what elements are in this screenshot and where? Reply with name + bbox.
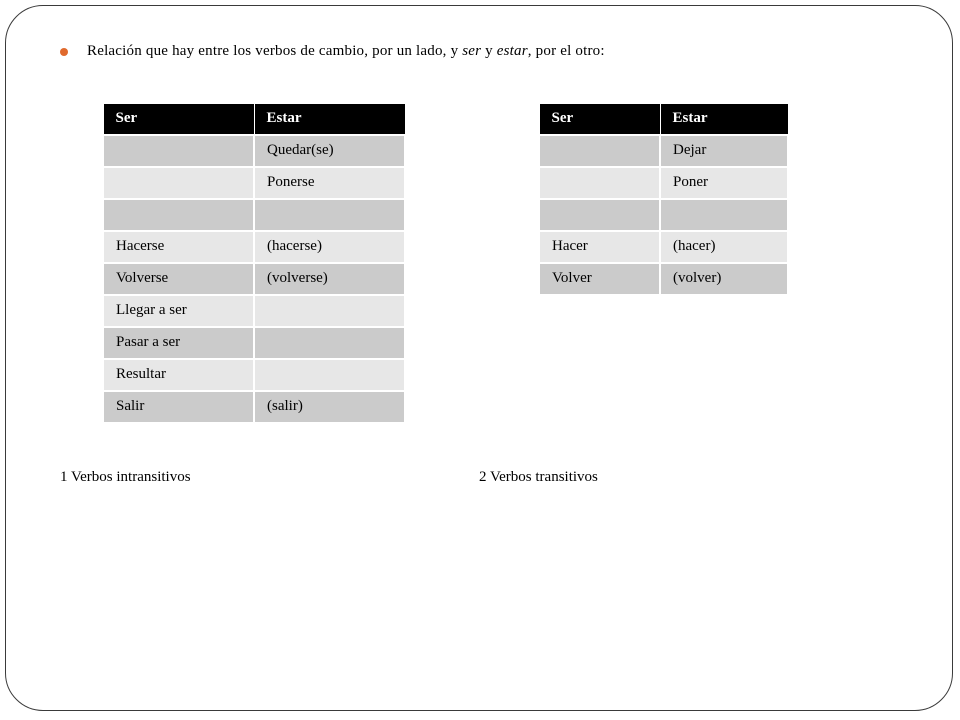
table-intransitive-verbs xyxy=(102,103,406,424)
bullet-emphasis-ser: ser xyxy=(462,43,482,59)
table-row xyxy=(539,167,788,199)
cell-ser: Volverse xyxy=(103,263,254,295)
table-row xyxy=(103,231,405,263)
table-row xyxy=(539,263,788,295)
bullet-point xyxy=(60,43,605,60)
cell-ser: Hacer xyxy=(539,231,660,263)
cell-ser xyxy=(103,199,254,231)
cell-estar xyxy=(254,295,405,327)
header-estar: Estar xyxy=(254,104,405,135)
table-transitive-verbs xyxy=(538,103,789,296)
table-row xyxy=(103,199,405,231)
cell-estar: (volverse) xyxy=(254,263,405,295)
cell-ser: Resultar xyxy=(103,359,254,391)
header-ser: Ser xyxy=(103,104,254,135)
table-row xyxy=(103,167,405,199)
cell-estar xyxy=(254,327,405,359)
cell-estar: Ponerse xyxy=(254,167,405,199)
bullet-text xyxy=(87,43,605,60)
cell-ser: Hacerse xyxy=(103,231,254,263)
cell-ser xyxy=(103,135,254,167)
cell-estar: (hacer) xyxy=(660,231,788,263)
bullet-dot-icon xyxy=(60,48,68,56)
cell-estar xyxy=(254,359,405,391)
bullet-text-part: Relación que hay entre los verbos de cambio, por un lado, y xyxy=(87,43,463,59)
header-ser: Ser xyxy=(539,104,660,135)
cell-ser xyxy=(103,167,254,199)
cell-ser: Llegar a ser xyxy=(103,295,254,327)
table-row xyxy=(103,295,405,327)
cell-ser xyxy=(539,199,660,231)
table-row xyxy=(103,359,405,391)
caption-intransitive: 1 Verbos intransitivos xyxy=(60,469,191,485)
table-row xyxy=(103,263,405,295)
bullet-emphasis-estar: estar xyxy=(496,43,528,59)
cell-ser: Salir xyxy=(103,391,254,423)
cell-ser xyxy=(539,135,660,167)
cell-estar: Quedar(se) xyxy=(254,135,405,167)
cell-estar: Dejar xyxy=(660,135,788,167)
table-header-row xyxy=(539,104,788,135)
bullet-text-part: , por el otro: xyxy=(527,43,605,59)
cell-estar: (salir) xyxy=(254,391,405,423)
table-header-row xyxy=(103,104,405,135)
table-row xyxy=(103,327,405,359)
cell-estar xyxy=(254,199,405,231)
table-row xyxy=(539,135,788,167)
cell-ser xyxy=(539,167,660,199)
table-row xyxy=(103,135,405,167)
table-row xyxy=(539,231,788,263)
cell-ser: Volver xyxy=(539,263,660,295)
cell-estar: (hacerse) xyxy=(254,231,405,263)
caption-transitive: 2 Verbos transitivos xyxy=(479,469,598,485)
cell-ser: Pasar a ser xyxy=(103,327,254,359)
table-row xyxy=(539,199,788,231)
cell-estar xyxy=(660,199,788,231)
bullet-text-part: y xyxy=(481,43,497,59)
cell-estar: (volver) xyxy=(660,263,788,295)
table-row xyxy=(103,391,405,423)
cell-estar: Poner xyxy=(660,167,788,199)
header-estar: Estar xyxy=(660,104,788,135)
